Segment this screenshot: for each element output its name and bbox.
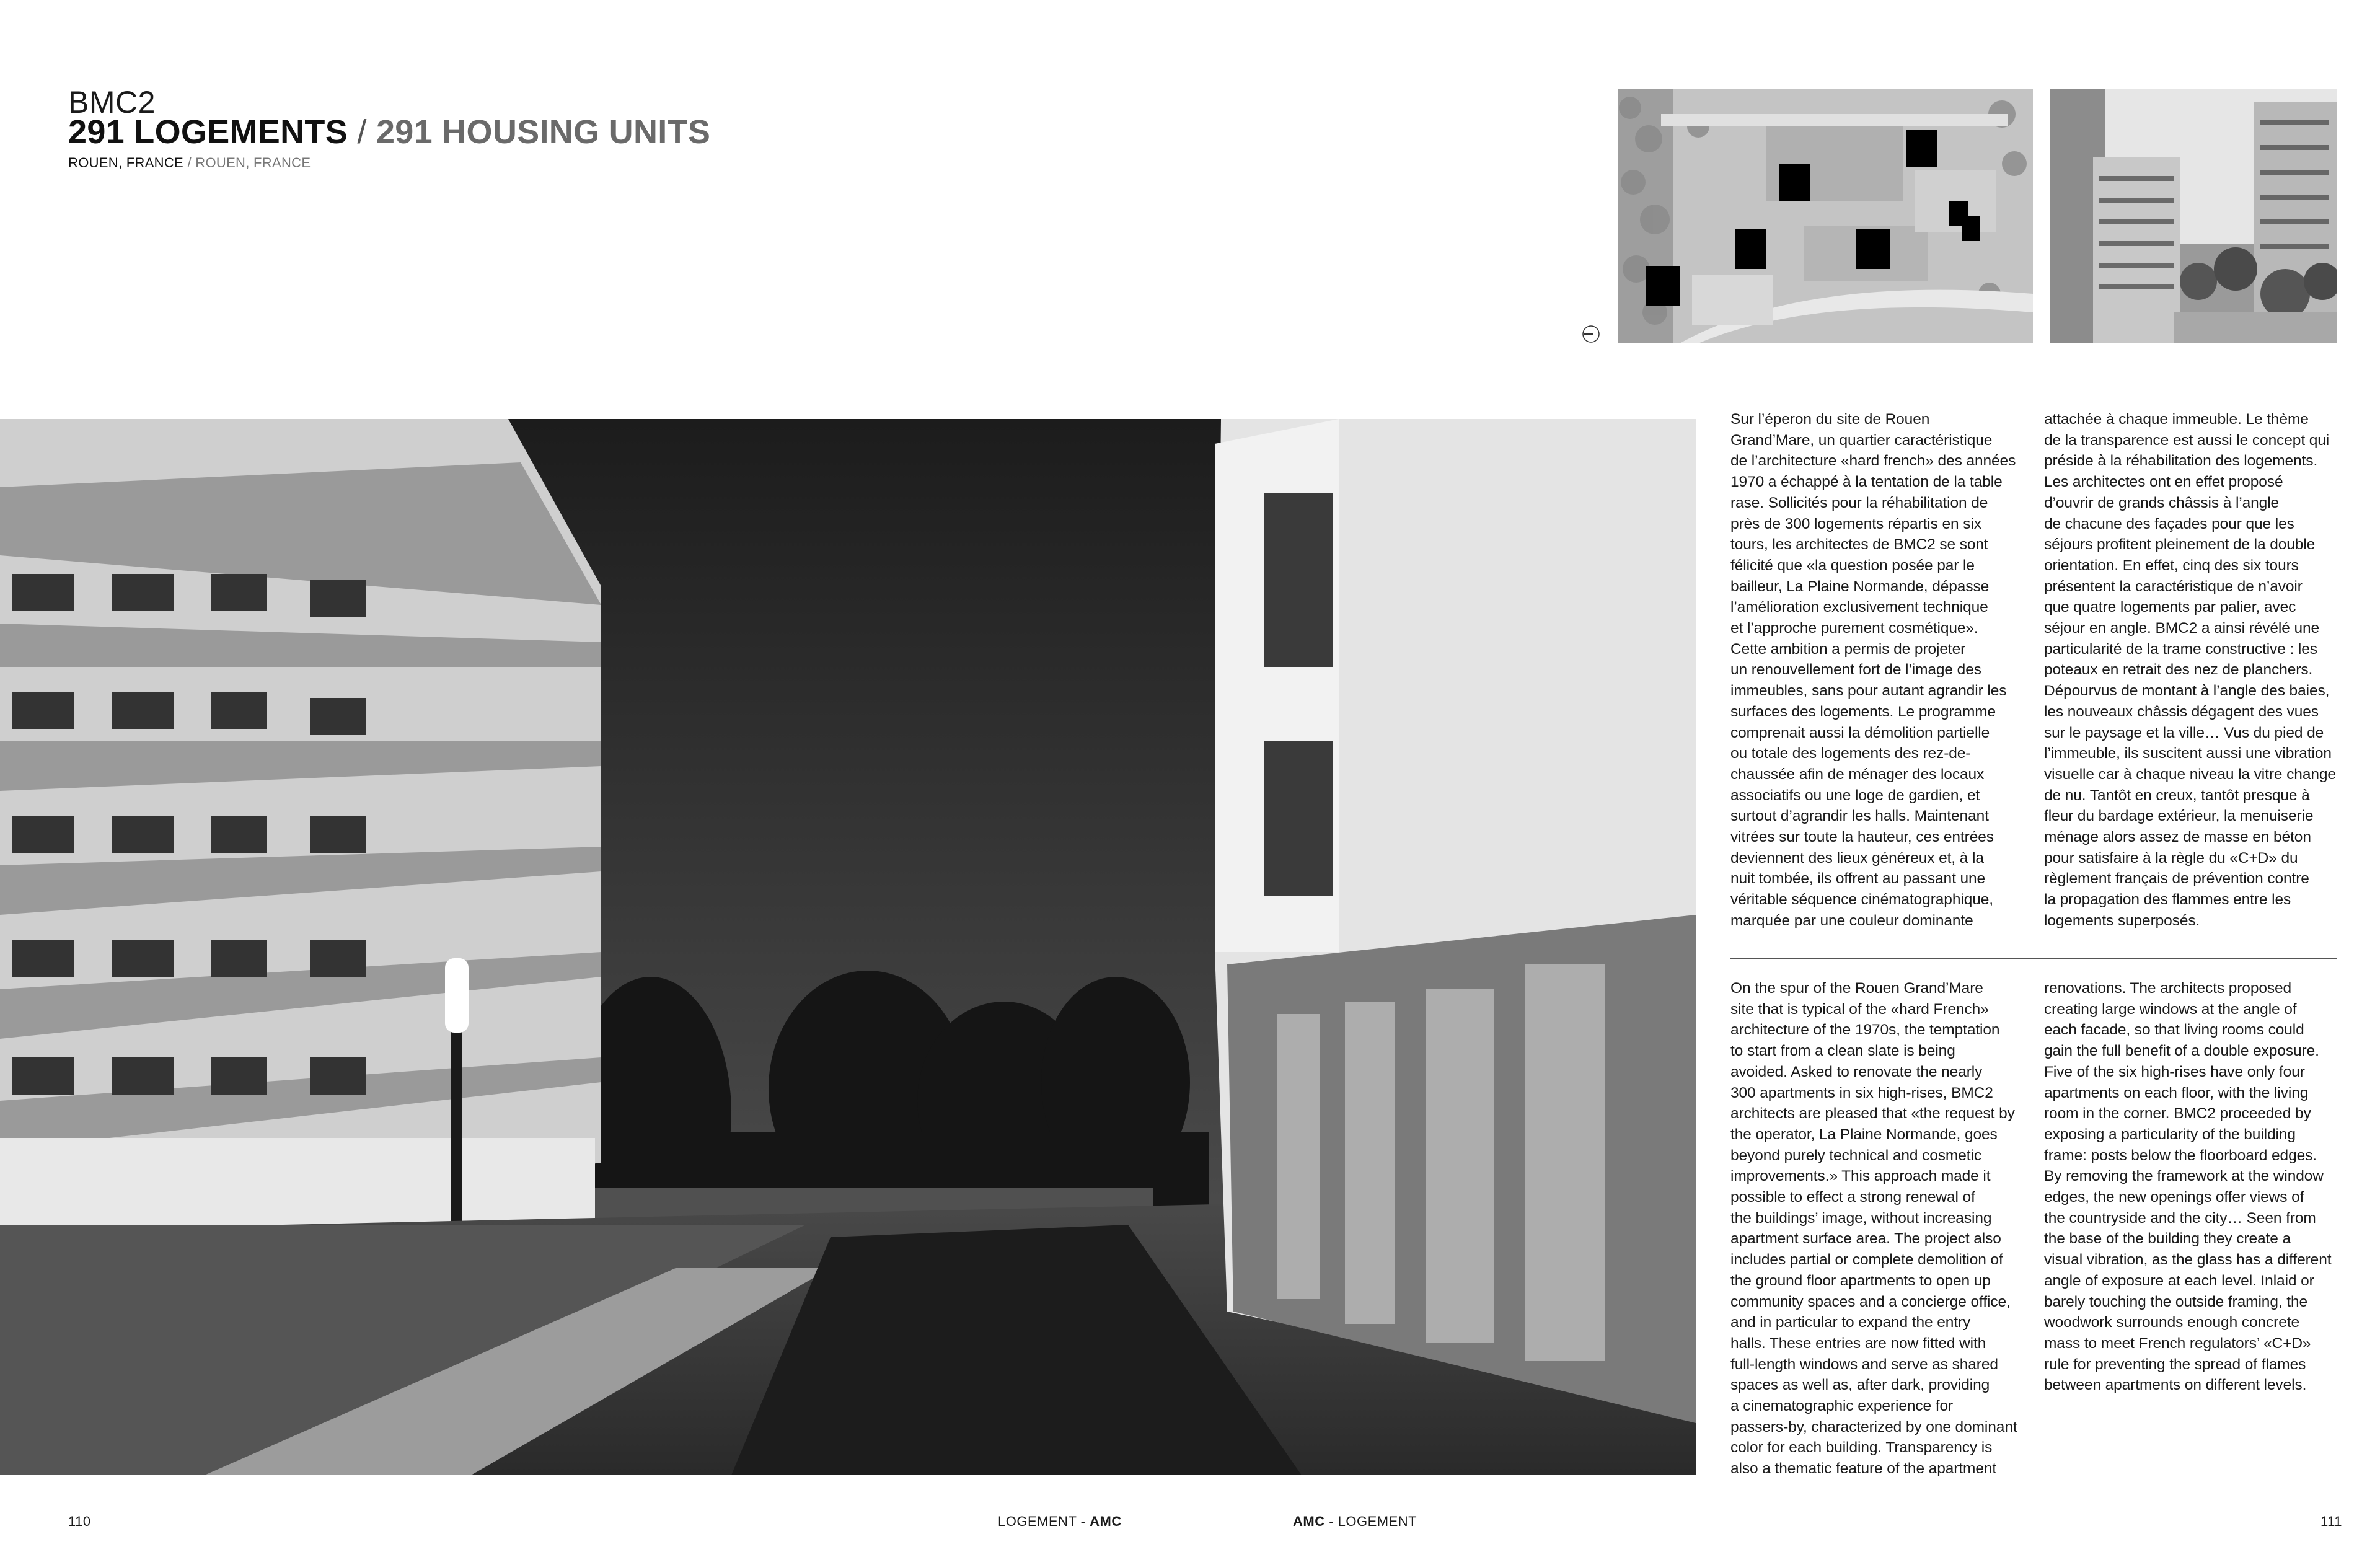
location-english: ROUEN, FRANCE (195, 155, 311, 170)
title-separator: / (348, 113, 376, 151)
brand-left: AMC (1090, 1514, 1122, 1529)
location-separator: / (183, 155, 196, 170)
brand-right: AMC (1293, 1514, 1325, 1529)
language-divider (1730, 958, 2337, 959)
page-number-left: 110 (68, 1514, 91, 1529)
section-label-right: - LOGEMENT (1324, 1514, 1417, 1529)
running-footer-left (998, 1514, 1122, 1530)
north-arrow-icon (1582, 325, 1600, 343)
location-french: ROUEN, FRANCE (68, 155, 184, 170)
building-photo-small (2050, 89, 2337, 343)
running-footer-right (1293, 1514, 1417, 1530)
body-text-fr-column-2: attachée à chaque immeuble. Le thème de la transparence est aussi le concept qui préside à la réhabilitation des logements. Les architectes ont en effet proposé d’ouvrir de grands châssis à l’angle de chacune des façades pour que les séjours profitent pleinement de la double orientation. En effet, cinq des six tours présentent la caractéristique de n’avoir que quatre logements par palier, avec séjour en angle. BMC2 a ainsi révélé une particularité de la trame constructive : les poteaux en retrait des nez de planchers. Dépourvus de montant à l’angle des baies, les nouveaux châssis dégagent des vues sur le paysage et la ville… Vus du pied de l’immeuble, ils suscitent aussi une vibration visuelle car à chaque niveau la vitre change de nu. Tantôt en creux, tantôt presque à fleur du bardage extérieur, la menuiserie ménage alors assez de masse en béton pour satisfaire à la règle du «C+D» du règlement français de prévention contre la propagation des flammes entre les logements superposés. (2044, 411, 2336, 929)
site-plan-image (1618, 89, 2033, 343)
title-english: 291 HOUSING UNITS (376, 113, 711, 151)
section-label-left: LOGEMENT - (998, 1514, 1090, 1529)
body-text-fr-column-1: Sur l’éperon du site de Rouen Grand’Mare, un quartier caractéristique de l’architecture «hard french» des années 1970 a échappé à la tentation de la table rase. Sollicités pour la réhabilitation de près de 300 logements répartis en six tours, les architectes de BMC2 se sont félicité que «la question posée par le bailleur, La Plaine Normande, dépasse l’amélioration exclusivement technique et l’approche purement cosmétique». Cette ambition a permis de projeter un renouvellement fort de l’image des immeubles, sans pour autant agrandir les surfaces des logements. Le programme comprenait aussi la démolition partielle ou totale des logements des rez-de- chaussée afin de ménager des locaux associatifs ou une loge de gardien, et surtout d’agrandir les halls. Maintenant vitrées sur toute la hauteur, ces entrées deviennent des lieux généreux et, à la nuit tombée, ils offrent au passant une véritable séquence cinématographique, marquée par une couleur dominante (1730, 411, 2016, 929)
title-french: 291 LOGEMENTS (68, 113, 348, 151)
architect-name: BMC2 (68, 85, 156, 120)
body-text-en-column-2: renovations. The architects proposed creating large windows at the angle of each facade, so that living rooms could gain the full benefit of a double exposure. Five of the six high-rises have only four apartments on each floor, with the living room in the corner. BMC2 proceeded by exposing a particularity of the building frame: posts below the floorboard edges. By removing the framework at the window edges, the new openings offer views of the countryside and the city… Seen from the base of the building they create a visual vibration, as the glass has a different angle of exposure at each level. Inlaid or barely touching the outside framing, the woodwork surrounds enough concrete mass to meet French regulators’ «C+D» rule for preventing the spread of flames between apartments on different levels. (2044, 980, 2332, 1394)
page-number-right: 111 (2320, 1514, 2342, 1529)
article-title (68, 113, 710, 151)
body-text-en-column-1: On the spur of the Rouen Grand’Mare site that is typical of the «hard French» architecture of the 1970s, the temptation to start from a clean slate is being avoided. Asked to renovate the nearly 300 apartments in six high-rises, BMC2 architects are pleased that «the request by the operator, La Plaine Normande, goes beyond purely technical and cosmetic improvements.» This approach made it possible to effect a strong renewal of the buildings’ image, without increasing apartment surface area. The project also includes partial or complete demolition of the ground floor apartments to open up community spaces and a concierge office, and in particular to expand the entry halls. These entries are now fitted with full-length windows and serve as shared spaces as well as, after dark, providing a cinematographic experience for passers-by, characterized by one dominant color for each building. Transparency is also a thematic feature of the apartment (1730, 980, 2017, 1478)
main-building-photo (0, 419, 1696, 1475)
location (68, 155, 311, 171)
